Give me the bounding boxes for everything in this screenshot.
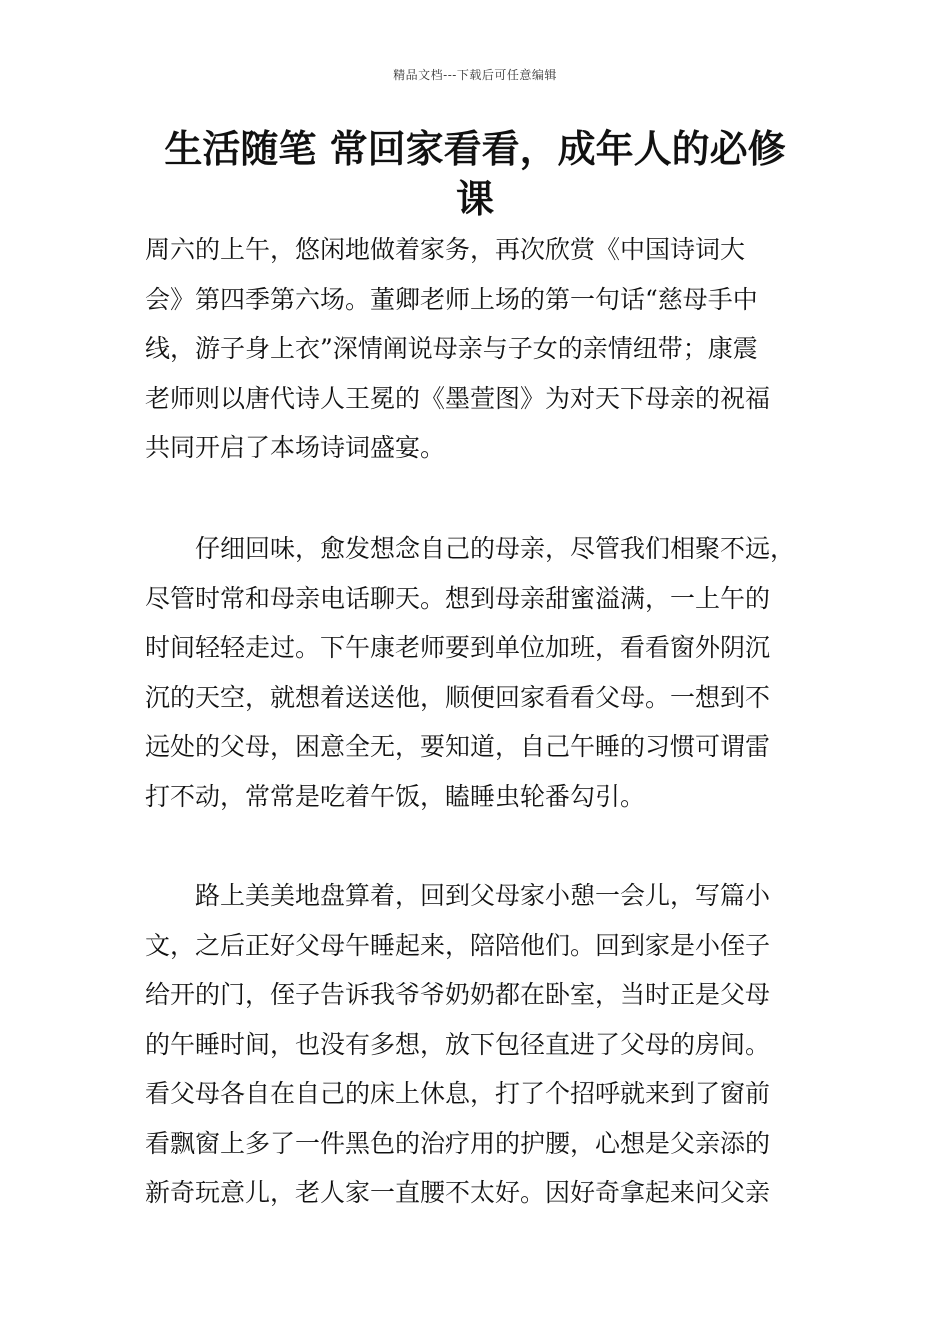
- text-line: 沉的天空，就想着送送他，顺便回家看看父母。一想到不: [145, 682, 771, 712]
- page-title: [0, 124, 950, 224]
- text-line: 老师则以唐代诗人王冕的《墨萱图》为对天下母亲的祝福: [145, 383, 771, 413]
- paragraph-2: [145, 524, 815, 821]
- text-line: 共同开启了本场诗词盛宴。: [145, 433, 446, 462]
- text-line: 看父母各自在自己的床上休息，打了个招呼就来到了窗前: [145, 1079, 771, 1108]
- text-line: 仔细回味，愈发想念自己的母亲，尽管我们相聚不远，: [145, 534, 796, 563]
- text-line: 的午睡时间，也没有多想，放下包径直进了父母的房间。: [145, 1029, 771, 1059]
- text-line: 线，游子身上衣”深情阐说母亲与子女的亲情纽带；康震: [145, 334, 758, 363]
- text-line: 尽管时常和母亲电话聊天。想到母亲甜蜜溢满，一上午的: [145, 583, 771, 613]
- text-line: 会》第四季第六场。董卿老师上场的第一句话“慈母手中: [145, 284, 758, 314]
- text-line: 周六的上午，悠闲地做着家务，再次欣赏《中国诗词大: [145, 235, 746, 264]
- text-line: 文，之后正好父母午睡起来，陪陪他们。回到家是小侄子: [145, 930, 771, 960]
- title-line: 生活随笔 常回家看看，成年人的必修: [164, 127, 786, 171]
- text-line: 新奇玩意儿，老人家一直腰不太好。因好奇拿起来问父亲: [145, 1178, 771, 1207]
- paragraph-1: [145, 225, 815, 473]
- text-line: 看飘窗上多了一件黑色的治疗用的护腰，心想是父亲添的: [145, 1128, 771, 1158]
- paragraph-3: [145, 871, 815, 1218]
- text-line: 路上美美地盘算着，回到父母家小憩一会儿，写篇小: [145, 881, 771, 910]
- text-line: 时间轻轻走过。下午康老师要到单位加班，看看窗外阴沉: [145, 633, 771, 662]
- text-line: 远处的父母，困意全无，要知道，自己午睡的习惯可谓雷: [145, 732, 771, 761]
- title-line: 课: [455, 177, 494, 221]
- text-line: 给开的门，侄子告诉我爷爷奶奶都在卧室，当时正是父母: [145, 980, 771, 1009]
- header-note: 精品文档---下载后可任意编辑: [393, 68, 557, 82]
- text-line: 打不动，常常是吃着午饭，瞌睡虫轮番勾引。: [145, 781, 646, 811]
